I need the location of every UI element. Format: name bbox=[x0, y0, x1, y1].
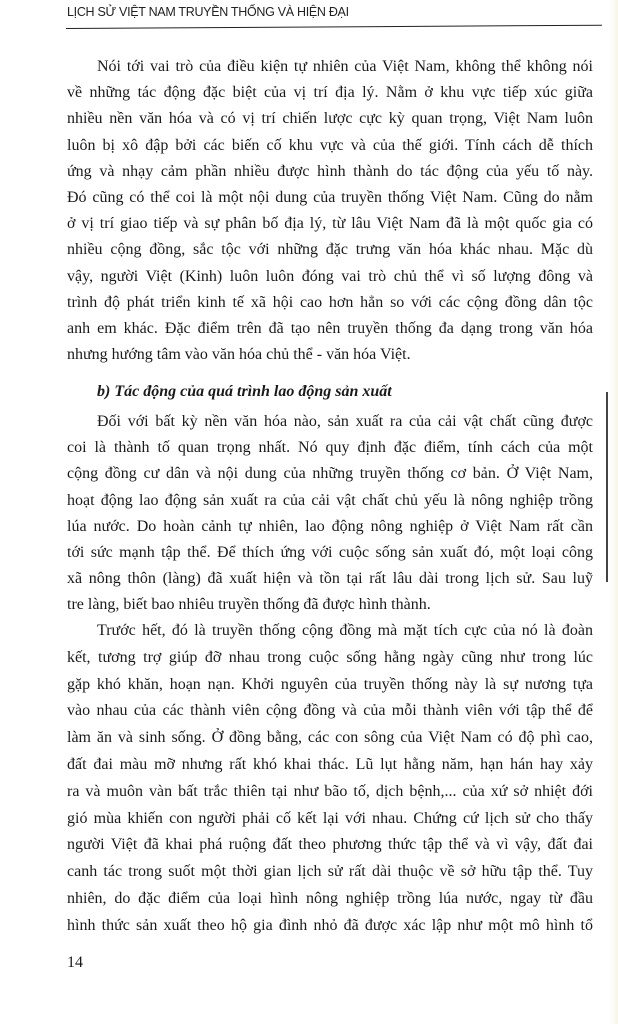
page-edge-shadow bbox=[606, 392, 608, 582]
text-line: vào nhau của các thành viên cộng đồng và của mỗi thành viên với tập thể để bbox=[67, 702, 593, 720]
text-line: đất đai màu mỡ nhưng rất khó khai thác. Lũ lụt hằng năm, hạn hán hay xảy bbox=[67, 756, 593, 773]
text-line: xã nông thôn (làng) đã xuất hiện và tồn tại rất lâu dài trong lịch sử. Sau luỹ bbox=[67, 570, 593, 588]
text-line: nhưng hướng tâm vào văn hóa chủ thể - văn hóa Việt. bbox=[67, 346, 411, 364]
text-line: nhiều nền văn hóa và có vị trí chiến lược cực kỳ quan trọng, Việt Nam luôn bbox=[67, 110, 593, 128]
text-line: canh tác trong suốt một thời gian lịch sử rất dài thuộc về sở hữu tập thể. Tuy bbox=[67, 863, 593, 881]
section-heading: b) Tác động của quá trình lao động sản xuất bbox=[97, 383, 392, 400]
text-line: hình thức sản xuất theo hộ gia đình nhỏ đã được xác lập như một mô hình tổ bbox=[67, 916, 593, 934]
text-line: lúa nước. Do hoàn cảnh tự nhiên, lao động nông nghiệp ở Việt Nam rất cần bbox=[67, 517, 593, 535]
text-line: Đối với bất kỳ nền văn hóa nào, sản xuất ra của cải vật chất cũng được bbox=[97, 413, 593, 430]
text-line: gió mùa khiến con người phải cố kết lại với nhau. Chứng cứ lịch sử cho thấy bbox=[67, 809, 593, 827]
text-line: anh em khác. Đặc điểm trên đã tạo nên truyền thống đa dạng trong văn hóa bbox=[67, 320, 593, 337]
text-line: coi là thành tố quan trọng nhất. Nó quy định đặc điểm, tính cách của một bbox=[67, 439, 593, 457]
text-line: Trước hết, đó là truyền thống cộng đồng mà mặt tích cực của nó là đoàn bbox=[97, 622, 593, 639]
text-line: tới sức mạnh tập thể. Để thích ứng với cuộc sống sản xuất đó, một loại công bbox=[67, 544, 593, 561]
text-line: ở vị trí giao tiếp và sự phân bố địa lý, từ lâu Việt Nam đã là một quốc gia có bbox=[67, 215, 593, 233]
text-line: vậy, người Việt (Kinh) luôn luôn đóng vai trò chủ thể vì số lượng đông và bbox=[67, 267, 593, 285]
text-line: người Việt đã khai phá ruộng đất theo phương thức tập thể và vì vậy, đất đai bbox=[67, 836, 593, 854]
text-line: nhiên, do đặc điểm của loại hình nông nghiệp trồng lúa nước, ngay từ đầu bbox=[67, 890, 593, 907]
text-line: trình độ phát triển kinh tế xã hội cao hơn hẳn so với các cộng đồng dân tộc bbox=[67, 293, 593, 311]
text-line: luôn bị xô đập bởi các biến cố khu vực và của thế giới. Tính cách dễ thích bbox=[67, 136, 593, 154]
text-line: kết, tương trợ giúp đỡ nhau trong cuộc sống hằng ngày cũng như trong lúc bbox=[67, 648, 593, 666]
text-line: về những tác động đặc biệt của vị trí địa lý. Nằm ở khu vực tiếp xúc giữa bbox=[67, 84, 593, 102]
text-line: nhiều cộng đồng, sắc tộc với những đặc trưng văn hóa khác nhau. Mặc dù bbox=[67, 241, 593, 259]
text-line: gặp khó khăn, hoạn nạn. Khởi nguyên của truyền thống này là sự nương tựa bbox=[67, 675, 593, 693]
header-rule bbox=[66, 25, 602, 29]
text-line: cộng đồng cư dân và nội dung của những truyền thống cơ bản. Ở Việt Nam, bbox=[67, 465, 593, 483]
text-line: Nói tới vai trò của điều kiện tự nhiên của Việt Nam, không thể không nói bbox=[97, 58, 593, 75]
text-line: Đó cũng có thể coi là một nội dung của truyền thống Việt Nam. Cũng do nằm bbox=[67, 189, 593, 206]
running-head: LỊCH SỬ VIỆT NAM TRUYỀN THỐNG VÀ HIỆN ĐẠI bbox=[67, 5, 349, 19]
page-number: 14 bbox=[67, 954, 83, 971]
text-line: ứng và nhạy cảm phần nhiều được hình thành do tác động của yếu tố này. bbox=[67, 162, 593, 180]
text-line: ra và muôn vàn bất trắc thiên tại như bão tố, dịch bệnh,... của xứ sở nhiệt đới bbox=[67, 782, 593, 800]
text-line: tre làng, biết bao nhiêu truyền thống đã được hình thành. bbox=[67, 596, 431, 614]
text-line: làm ăn và sinh sống. Ở đồng bằng, các con sông của Việt Nam có độ phì cao, bbox=[67, 729, 593, 747]
text-line: hoạt động lao động sản xuất ra của cải vật chất chủ yếu là nông nghiệp trồng bbox=[67, 491, 593, 509]
page-edge bbox=[609, 0, 618, 1024]
